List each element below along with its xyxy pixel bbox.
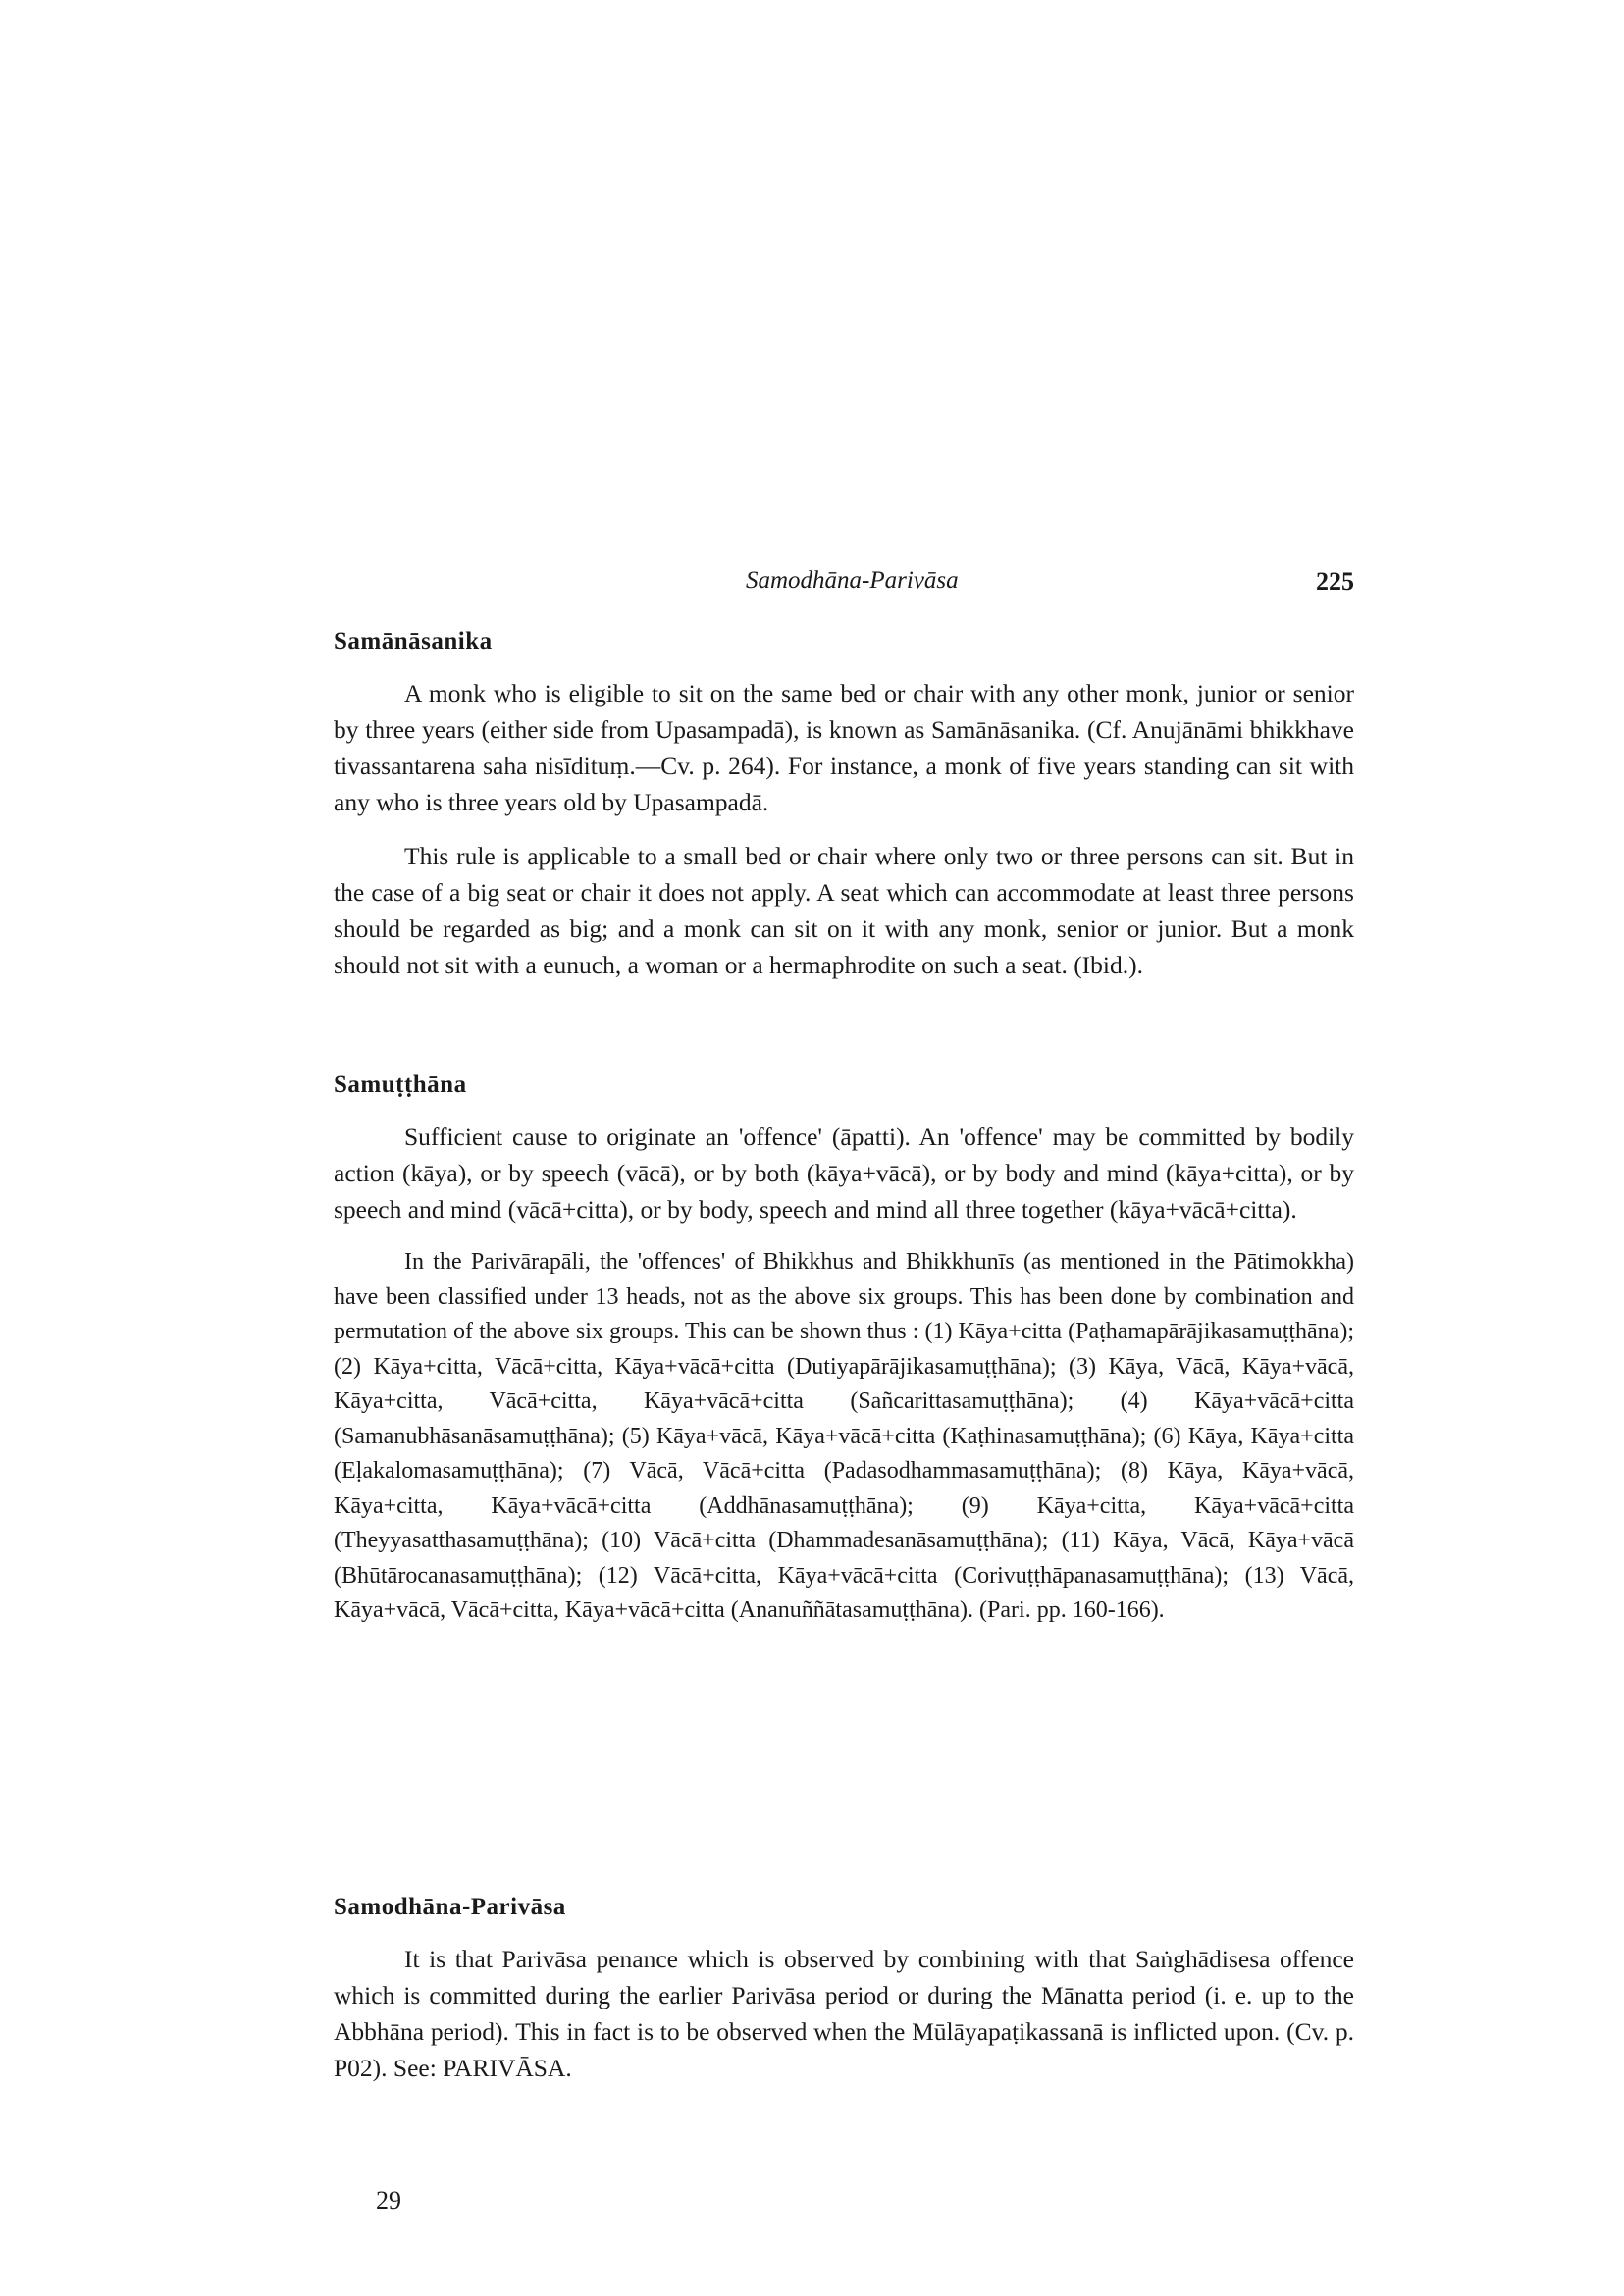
section-samanasanika bbox=[334, 628, 1354, 1001]
section-heading: Samānāsanika bbox=[334, 628, 493, 654]
running-title: Samodhāna-Parivāsa bbox=[746, 567, 959, 594]
paragraph: In the Parivārapāli, the 'offences' of Bhikkhus and Bhikkhunīs (as mentioned in the Pātimokkha) have been classified under 13 heads, not as the above six groups. This has been done by combination and permutation of the above six groups. This can be shown thus : (1) Kāya+citta (Paṭhamapārājikasamuṭṭhāna); (2) Kāya+citta, Vācā+citta, Kāya+vācā+citta (Dutiyapārājikasamuṭṭhāna); (3) Kāya, Vācā, Kāya+vācā, Kāya+citta, Vācā+citta, Kāya+vācā+citta (Sañcarittasamuṭṭhāna); (4) Kāya+vācā+citta (Samanubhāsanāsamuṭṭhāna); (5) Kāya+vācā, Kāya+vācā+citta (Kaṭhinasamuṭṭhāna); (6) Kāya, Kāya+citta (Eḷakalomasamuṭṭhāna); (7) Vācā, Vācā+citta (Padasodhammasamuṭṭhāna); (8) Kāya, Kāya+vācā, Kāya+citta, Kāya+vācā+citta (Addhānasamuṭṭhāna); (9) Kāya+citta, Kāya+vācā+citta (Theyyasatthasamuṭṭhāna); (10) Vācā+citta (Dhammadesanāsamuṭṭhāna); (11) Kāya, Vācā, Kāya+vācā (Bhūtārocanasamuṭṭhāna); (12) Vācā+citta, Kāya+vācā+citta (Corivuṭṭhāpanasamuṭṭhāna); (13) Vācā, Kāya+vācā, Vācā+citta, Kāya+vācā+citta (Ananuññātasamuṭṭhāna). (Pari. pp. 160-166). bbox=[334, 1249, 1354, 1623]
running-header bbox=[334, 567, 1354, 606]
paragraph: A monk who is eligible to sit on the same bed or chair with any other monk, junior or senior by three years (either side from Upasampadā), is known as Samānāsanika. (Cf. Anujānāmi bhikkhave tivassantarena saha nisīdituṃ.—Cv. p. 264). For instance, a monk of five years standing can sit with any who is three years old by Upasampadā. bbox=[334, 679, 1354, 816]
section-heading: Samuṭṭhāna bbox=[334, 1071, 467, 1098]
paragraph: Sufficient cause to originate an 'offence' (āpatti). An 'offence' may be committed by bodily action (kāya), or by speech (vācā), or by both (kāya+vācā), or by body and mind (kāya+citta), or by speech and mind (vācā+citta), or by body, speech and mind all three together (kāya+vācā+citta). bbox=[334, 1122, 1354, 1224]
paragraph: This rule is applicable to a small bed or chair where only two or three persons can sit. But in the case of a big seat or chair it does not apply. A seat which can accommodate at least three persons should be regarded as big; and a monk can sit on it with any monk, senior or junior. But a monk should not sit with a eunuch, a woman or a hermaphrodite on such a seat. (Ibid.). bbox=[334, 842, 1354, 979]
section-samutthana bbox=[334, 1071, 1354, 1646]
page-number: 225 bbox=[1316, 567, 1354, 596]
signature-mark: 29 bbox=[376, 2186, 401, 2215]
section-heading: Samodhāna-Parivāsa bbox=[334, 1894, 566, 1920]
section-samodhana-parivasa bbox=[334, 1894, 1354, 2104]
paragraph: It is that Parivāsa penance which is observed by combining with that Saṅghādisesa offence which is committed during the earlier Parivāsa period or during the Mānatta period (i. e. up to the Abbhāna period). This in fact is to be observed when the Mūlāyapaṭikassanā is inflicted upon. (Cv. p. P02). See: PARIVĀSA. bbox=[334, 1945, 1354, 2082]
